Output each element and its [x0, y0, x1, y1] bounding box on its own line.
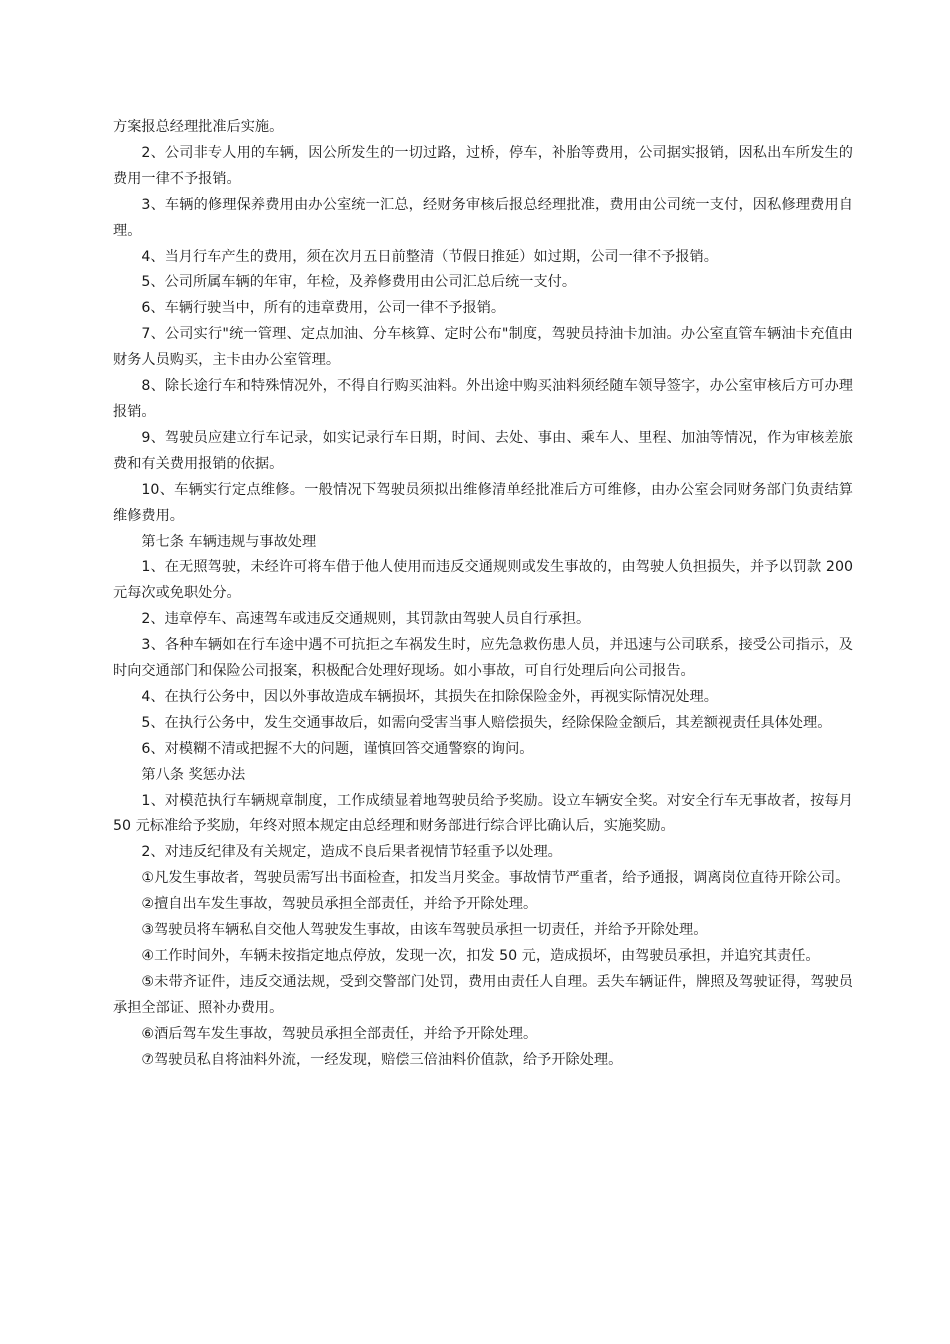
paragraph-item-2: 2、公司非专人用的车辆，因公所发生的一切过路，过桥，停车，补胎等费用，公司据实报销，因私出车所发生的费用一律不予报销。 — [113, 144, 853, 187]
section-heading-article-8: 第八条 奖惩办法 — [141, 766, 246, 783]
paragraph-penalty-4: ④工作时间外，车辆未按指定地点停放，发现一次，扣发 50 元，造成损坏，由驾驶员承担，并追究其责任。 — [141, 948, 820, 964]
paragraph-penalty-3: ③驾驶员将车辆私自交他人驾驶发生事故，由该车驾驶员承担一切责任，并给予开除处理。 — [141, 922, 708, 939]
paragraph-reward-1: 1、对模范执行车辆规章制度，工作成绩显着地驾驶员给予奖励。设立车辆安全奖。对安全行车无事故者，按每月 50 元标准给予奖励，年终对照本规定由总经理和财务部进行综合评比确认后，实施奖励。 — [113, 792, 853, 835]
paragraph-penalty-7: ⑦驾驶员私自将油料外流，一经发现，赔偿三倍油料价值款，给予开除处理。 — [141, 1051, 623, 1068]
paragraph-item-4: 4、当月行车产生的费用，须在次月五日前整清（节假日推延）如过期，公司一律不予报销。 — [141, 248, 718, 265]
paragraph-continuation: 方案报总经理批准后实施。 — [113, 119, 284, 135]
paragraph-violation-5: 5、在执行公务中，发生交通事故后，如需向受害当事人赔偿损失，经除保险金额后，其差额视责任具体处理。 — [141, 714, 832, 731]
paragraph-item-10: 10、车辆实行定点维修。一般情况下驾驶员须拟出维修清单经批准后方可维修，由办公室会同财务部门负责结算维修费用。 — [113, 481, 853, 524]
paragraph-item-8: 8、除长途行车和特殊情况外，不得自行购买油料。外出途中购买油料须经随车领导签字，办公室审核后方可办理报销。 — [113, 378, 853, 420]
paragraph-item-3: 3、车辆的修理保养费用由办公室统一汇总，经财务审核后报总经理批准，费用由公司统一支付，因私修理费用自理。 — [113, 196, 853, 239]
paragraph-item-6: 6、车辆行驶当中，所有的违章费用，公司一律不予报销。 — [141, 300, 506, 317]
paragraph-penalty-6: ⑥酒后驾车发生事故，驾驶员承担全部责任，并给予开除处理。 — [141, 1025, 538, 1042]
section-heading-article-7: 第七条 车辆违规与事故处理 — [141, 533, 317, 550]
paragraph-penalty-2: ②擅自出车发生事故，驾驶员承担全部责任，并给予开除处理。 — [141, 896, 538, 913]
paragraph-violation-3: 3、各种车辆如在行车途中遇不可抗拒之车祸发生时，应先急救伤患人员，并迅速与公司联系，接受公司指示，及时向交通部门和保险公司报案，积极配合处理好现场。如小事故，可自行处理后向公司报告。 — [113, 637, 853, 680]
paragraph-violation-6: 6、对模糊不清或把握不大的问题，谨慎回答交通警察的询问。 — [141, 740, 534, 757]
paragraph-item-9: 9、驾驶员应建立行车记录，如实记录行车日期，时间、去处、事由、乘车人、里程、加油等情况，作为审核差旅费和有关费用报销的依据。 — [113, 429, 853, 472]
paragraph-violation-1: 1、在无照驾驶，未经许可将车借于他人使用而违反交通规则或发生事故的，由驾驶人负担损失，并予以罚款 200 元每次或免职处分。 — [113, 559, 853, 602]
paragraph-item-7: 7、公司实行"统一管理、定点加油、分车核算、定时公布"制度，驾驶员持油卡加油。办公室直管车辆油卡充值由财务人员购买，主卡由办公室管理。 — [113, 326, 853, 369]
paragraph-penalty-5: ⑤未带齐证件，违反交通法规，受到交警部门处罚，费用由责任人自理。丢失车辆证件，牌照及驾驶证得，驾驶员承担全部证、照补办费用。 — [113, 973, 853, 1016]
document-body — [113, 115, 853, 1074]
paragraph-penalty-1: ①凡发生事故者，驾驶员需写出书面检查，扣发当月奖金。事故情节严重者，给予通报，调离岗位直待开除公司。 — [141, 870, 850, 887]
paragraph-item-5: 5、公司所属车辆的年审，年检，及养修费用由公司汇总后统一支付。 — [141, 274, 577, 291]
paragraph-reward-2: 2、对违反纪律及有关规定，造成不良后果者视情节轻重予以处理。 — [141, 844, 562, 861]
paragraph-violation-4: 4、在执行公务中，因以外事故造成车辆损坏，其损失在扣除保险金外，再视实际情况处理。 — [141, 688, 718, 705]
paragraph-violation-2: 2、违章停车、高速驾车或违反交通规则，其罚款由驾驶人员自行承担。 — [141, 611, 591, 628]
